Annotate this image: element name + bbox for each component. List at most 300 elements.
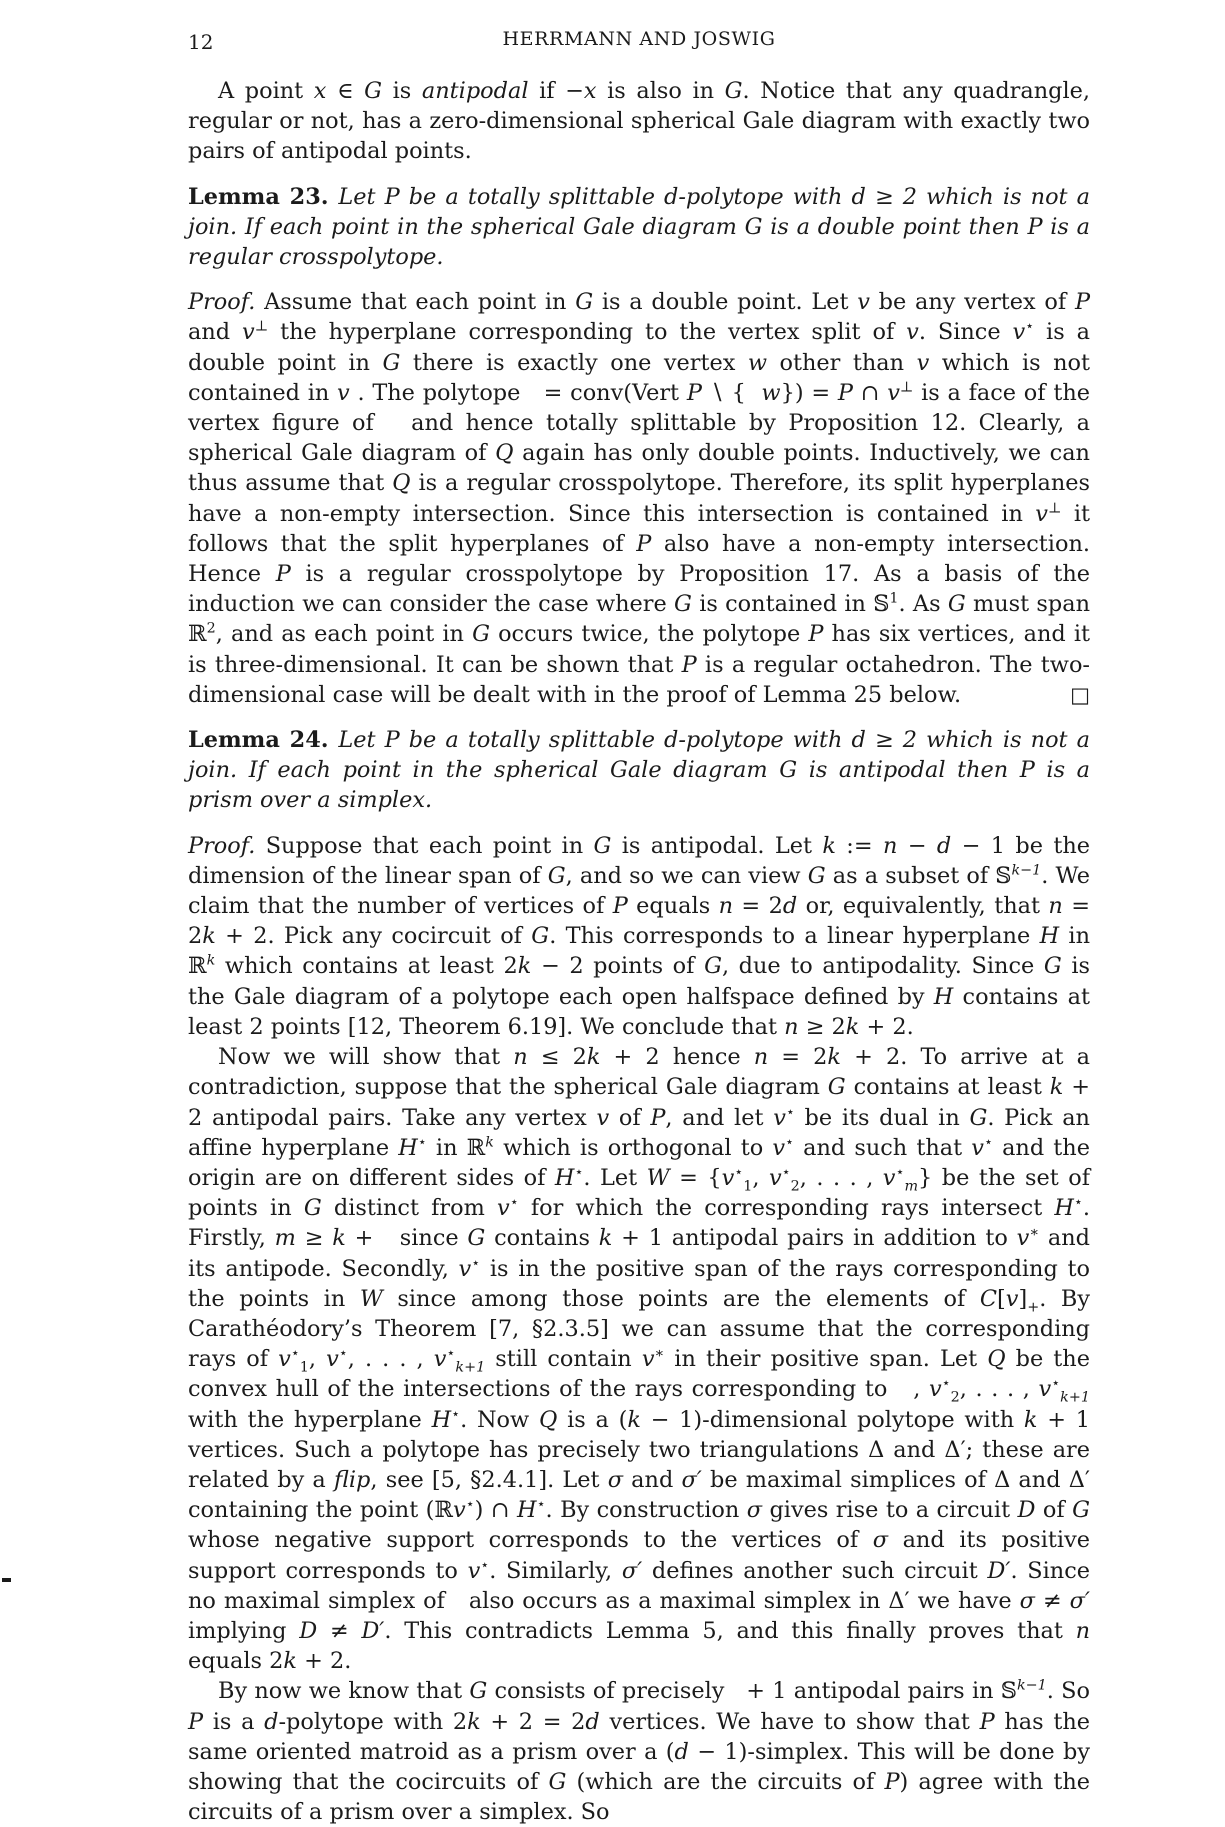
text-run: ⋆ [785,1104,795,1121]
text-run: equals [627,893,719,920]
text-run: Let P be a totally splittable d-polytope with d ≥ 2 which is not a join. If each point in the spherical Gale diagram G is a double point then P is a regular crosspolytope. [188,183,1090,271]
text-run: H [933,983,954,1010]
running-title: HERRMANN AND JOSWIG [502,28,776,50]
text-run: − 2 points of [531,953,705,980]
text-run: ) ∩ [474,1497,518,1524]
text-run: . We claim that the number of vertices of [188,862,1090,920]
text-run: A point [218,78,314,104]
text-run: G [593,832,612,859]
text-run: v [1038,1376,1052,1403]
text-run: ⋆ [734,1164,744,1181]
text-run: since among those points are the elements of [382,1285,980,1312]
text-run: D′ [987,1557,1011,1584]
text-run: ⋆ [290,1345,300,1362]
text-run: v [1012,319,1026,346]
text-run: is a ( [557,1406,628,1433]
text-run: contains [485,1225,599,1252]
text-run: = { [669,1164,722,1191]
text-run: . Pick an affine hyperplane [188,1104,1090,1161]
text-run: Assume that each point in [255,289,576,316]
text-run: ≥ [295,1225,333,1252]
text-run: d [585,1708,600,1735]
text-run: − [897,832,937,859]
text-run: d [264,1708,279,1735]
text-run: be maximal simplices of Δ and Δ′ containing the point ( [188,1466,1090,1524]
text-run: ⋆ [536,1496,546,1513]
text-run: + 2. Pick any cocircuit of [215,923,532,950]
text-run: of [609,1104,651,1131]
text-run: which is not contained in [188,349,1090,406]
text-run: H [398,1134,418,1161]
text-run: . Let [583,1164,647,1191]
text-run: ℝ [188,953,207,980]
text-run: n [753,1044,769,1071]
text-run: } be the set of points in [188,1164,1090,1222]
text-run: . So [1046,1678,1090,1705]
text-run: . Since no maximal simplex of also occurs as a maximal simplex in Δ′ we have [188,1557,1090,1614]
text-run: G [303,1195,322,1222]
text-run: for which the corresponding rays intersect [518,1195,1055,1222]
text-run: as a subset of [825,862,996,889]
text-run: k [845,1013,860,1040]
text-run: and [622,1466,682,1493]
text-run: m [274,1225,296,1252]
text-run: k [517,953,532,980]
text-run: P [979,1708,995,1735]
text-run: k+1 [455,1359,486,1376]
text-run: Lemma 23. [188,183,339,210]
text-run: ⋆ [509,1194,519,1211]
text-run: . As [898,591,948,618]
text-run: σ [872,1527,889,1554]
text-run: or, equivalently, that [797,893,1049,920]
text-run: k−1 [1016,1677,1047,1694]
text-run: ⋆ [480,1557,490,1574]
text-run: Let P be a totally splittable d-polytope with d ≥ 2 which is not a join. If each point in the spherical Gale diagram G is antipodal then P is a prism over a simplex. [188,727,1090,814]
text-run: ⋆ [784,1134,794,1151]
text-run: v [1005,1285,1019,1312]
text-run: ≠ [1034,1587,1070,1614]
text-run: + 2. [859,1013,914,1040]
text-run: . The polytope = conv(Vert [349,379,687,406]
text-run: + 1 antipodal pairs in addition to [612,1225,1017,1252]
text-run: + 2 = 2 [480,1708,586,1735]
text-run: G [969,1104,988,1131]
text-run: P [612,893,628,920]
text-run: other than [767,349,917,376]
text-run: ⊥ [899,379,914,396]
text-run: Q [495,440,514,467]
text-run: G [1072,1497,1090,1524]
text-run: G [469,1678,488,1705]
text-run: ∩ [852,379,888,406]
text-run: G [704,953,722,980]
text-run: in [426,1134,467,1161]
text-run: P [275,561,291,588]
text-run: v [641,1346,655,1373]
text-run: W [359,1285,383,1312]
text-run: with the hyperplane [188,1406,432,1433]
text-run: is a double point in [188,319,1090,376]
text-run: H [517,1497,537,1524]
text-run: and such that [793,1134,972,1161]
text-run: k [586,1044,601,1071]
text-run: is a [203,1708,265,1735]
text-run: consists of precisely + 1 antipodal pairs in [487,1678,1001,1705]
text-run: must span [965,591,1091,618]
text-run: k+1 [1060,1389,1090,1406]
text-run: v [458,1255,472,1282]
text-run: ⋆ [941,1375,951,1392]
text-run: is [382,78,422,104]
text-run: , . . . , [347,1346,434,1373]
text-run: Q [987,1346,1006,1373]
text-run: D′ [361,1617,385,1644]
text-run: σ [1019,1587,1035,1614]
text-run: }) = [780,379,838,406]
text-run: k [598,1225,613,1252]
text-run: G [807,862,826,889]
text-run: Lemma 24. [188,727,339,754]
text-run: P [808,621,824,648]
page-content [188,28,1090,1827]
text-run: Q [538,1406,558,1433]
text-run: v [929,1376,942,1403]
text-run: v [769,1164,782,1191]
text-run: k [467,1708,481,1735]
lemma-24 [188,725,1090,816]
text-run: , [308,1346,327,1373]
text-run: G [364,78,383,104]
text-run: v [278,1346,291,1373]
text-run: σ [746,1497,763,1524]
text-run: = 2 [768,1044,828,1071]
text-run: m [904,1178,919,1195]
text-run: ) agree with the circuits of a prism over a simplex. So [188,1768,1090,1826]
text-run: P [636,530,652,557]
text-run: G [947,591,966,618]
text-run: ⋆ [417,1134,427,1151]
text-run: 𝕊 [873,591,890,618]
text-run: σ′ [681,1466,702,1493]
text-run: − 1 be the dimension of the linear span of [188,832,1090,889]
text-run: H [1054,1195,1074,1222]
text-run: , . . . , [959,1376,1039,1403]
text-run: v [971,1134,984,1161]
text-run: defines another such circuit [642,1557,988,1584]
text-run: it follows that the split hyperplanes of [188,500,1090,557]
text-run: H [554,1164,575,1191]
text-run: [ [997,1285,1006,1312]
text-run: k [202,923,216,950]
text-run: w [747,349,768,376]
text-run: the hyperplane corresponding to the vertex split of [268,319,907,346]
proof-lemma-24-paragraph-1 [188,831,1090,1042]
text-run: v [467,1557,481,1584]
text-run: + 2 hence [600,1044,754,1071]
scan-artifact [2,1578,11,1582]
text-run: gives rise to a circuit [762,1497,1018,1524]
text-run: W [646,1164,670,1191]
text-run: P [837,379,853,406]
text-run: and the origin are on different sides of [188,1134,1090,1191]
text-run: n [718,893,734,920]
text-run: v [242,319,255,346]
text-run: v [596,1104,610,1131]
text-run: G [531,923,550,950]
text-run: H [431,1406,452,1433]
proof-lemma-23 [188,287,1090,710]
text-run: w [761,379,781,406]
text-run: ≤ 2 [527,1044,587,1071]
text-run: . Now [460,1406,539,1433]
text-run: = 2 [188,893,1090,950]
text-run: 𝕊 [995,862,1012,889]
text-run: v [887,379,900,406]
text-run: − 1)-dimensional polytope with [640,1406,1024,1433]
text-run: G [724,78,743,104]
proof-lemma-24-paragraph-3 [188,1676,1090,1827]
text-run: is a regular octahedron. The two-dimensional case will be dealt with in the proof of Lemma 25 below. [188,651,1090,708]
text-run: v [773,1104,786,1131]
text-run: has six vertices, and it is three-dimensional. It can be shown that [188,621,1090,678]
text-run: G [548,1768,567,1795]
text-run: (which are the circuits of [566,1768,885,1795]
text-run: ℝ [434,1497,454,1524]
text-run: v [326,1346,339,1373]
text-run: , and let [665,1104,774,1131]
text-run: be its dual in [794,1104,970,1131]
text-run: x [583,78,597,104]
page-header [188,28,1090,56]
qed-tombstone: □ [1070,682,1090,707]
text-run: Now we will show that [218,1044,514,1071]
text-run: v [337,379,350,406]
text-run: D [1017,1497,1036,1524]
text-run: . Since [918,319,1013,346]
text-run: . This corresponds to a linear hyperplane [549,923,1040,950]
text-run: v [721,1164,735,1191]
text-run: 2 [790,1178,800,1195]
text-run: equals 2 [188,1648,284,1675]
text-run: is antipodal. Let [611,832,823,859]
text-run: + 2 antipodal pairs. Take any vertex [188,1074,1090,1131]
text-run: n [1075,1617,1091,1644]
text-run: v [1035,500,1048,527]
text-run: , and so we can view [565,862,808,889]
text-run: ⋆ [781,1164,791,1181]
text-run: ⋆ [983,1134,993,1151]
text-run: . Firstly, [188,1195,1091,1252]
text-run: v [772,1134,785,1161]
text-run: and its positive support corresponds to [188,1527,1090,1584]
text-run: k [283,1648,297,1675]
text-run: . Similarly, [489,1557,622,1584]
text-run: P [1074,289,1091,316]
text-run: ∈ [326,78,365,104]
text-run: ∖ { [701,379,762,406]
text-run: P [686,379,702,406]
text-run: k [485,1134,494,1151]
text-run: still contain [485,1346,642,1373]
text-run: 𝕊 [1000,1678,1017,1705]
text-run: ⊥ [1047,500,1062,517]
text-run: ⋆ [1051,1375,1061,1392]
text-run: is contained in [691,591,874,618]
text-run: ∗ [1029,1224,1040,1241]
text-run: Proof. [188,289,256,316]
text-run: ⋆ [471,1255,481,1272]
text-run: , due to antipodality. Since [721,953,1044,980]
text-run: , and as each point in [215,621,473,648]
text-run: ⋆ [451,1406,461,1423]
text-run: k [1049,1074,1064,1101]
text-run: d [782,893,798,920]
lemma-23 [188,182,1090,273]
text-run: is in the positive span of the rays corresponding to the points in [188,1255,1090,1312]
text-run: P [884,1768,900,1795]
text-run: G [674,591,692,618]
text-run: . This contradicts Lemma 5, and this finally proves that [384,1617,1076,1644]
text-run: is a double point. Let [593,289,858,316]
text-run: is the Gale diagram of a polytope each open halfspace defined by [188,953,1091,1010]
text-run: ⋆ [574,1164,584,1181]
text-run: + since [345,1225,468,1252]
text-run: ⋆ [338,1345,348,1362]
text-run: implying [188,1617,300,1644]
text-run: contains at least 2 points [12, Theorem 6.19]. We conclude that [188,983,1090,1040]
text-run: is a face of the vertex figure of and hence totally splittable by Proposition 12. Clearly, a spherical Gale diagram of [188,379,1091,467]
text-run: if − [528,78,584,104]
text-run: is also in [596,78,725,104]
text-run: D [299,1617,318,1644]
text-run: + 1 vertices. Such a polytope has precisely two triangulations Δ and Δ′; these are related by a [188,1406,1090,1493]
text-run: k [627,1406,641,1433]
text-run: k [206,953,216,970]
text-run: v [1016,1225,1030,1252]
text-run: σ′ [621,1557,643,1584]
text-run: d [936,832,952,859]
text-run: G [575,289,594,316]
text-run: v [453,1497,466,1524]
text-run: n [784,1013,799,1040]
document-body [188,76,1090,1827]
text-run: is a regular crosspolytope by Proposition 17. As a basis of the induction we can consider the case where [188,561,1091,618]
text-run: occurs twice, the polytope [489,621,809,648]
text-run: G [1043,953,1062,980]
text-run: -polytope with 2 [278,1708,468,1735]
text-run: , . . . , [799,1164,883,1191]
text-run: k [827,1044,841,1071]
text-run: k [332,1225,346,1252]
text-run: G [827,1074,846,1101]
text-run: G [472,621,490,648]
text-run: C [979,1285,998,1312]
text-run: vertices. We have to show that [599,1708,980,1735]
text-run: again has only double points. Inductively, we can thus assume that [188,440,1090,497]
text-run: n [882,832,898,859]
text-run: Suppose that each point in [255,832,594,859]
text-run: and [188,319,243,346]
text-run: P [188,1708,204,1735]
text-run: . By construction [545,1497,747,1524]
text-run: of [1035,1497,1073,1524]
text-run: k [822,832,836,859]
text-run: . By Carathéodory’s Theorem [7, §2.3.5] we can assume that the corresponding rays of [188,1285,1090,1373]
text-run: σ [607,1466,623,1493]
text-run: v [906,319,919,346]
text-run: ] [1018,1285,1028,1312]
text-run: ⋆ [895,1164,905,1181]
text-run: + [1027,1299,1040,1316]
text-run: ℝ [188,621,207,648]
text-run: d [674,1738,689,1765]
text-run: n [513,1044,528,1071]
text-run: also have a non-empty intersection. Hence [188,530,1090,588]
text-run: in [1059,923,1090,950]
text-run: ⋆ [465,1496,475,1513]
text-run: P [650,1104,666,1131]
text-run: 2 [950,1389,960,1406]
text-run: which contains at least 2 [215,953,518,980]
text-run: v [916,349,930,376]
text-run: whose negative support corresponds to the vertices of [188,1527,873,1554]
text-run: ⋆ [446,1345,456,1362]
text-run: G [382,349,401,376]
text-run: n [1048,893,1063,920]
text-run: − 1)-simplex. This will be done by showing that the cocircuits of [188,1738,1090,1795]
text-run: ⋆ [1025,318,1035,335]
proof-lemma-24-paragraph-2 [188,1042,1090,1676]
text-run: has the same oriented matroid as a prism over a ( [188,1708,1090,1765]
text-run: ∗ [654,1345,665,1362]
text-run: , [752,1164,770,1191]
text-run: there is exactly one vertex [400,349,748,376]
text-run: ⋆ [1073,1194,1083,1211]
text-run: k−1 [1011,862,1042,879]
text-run: and its antipode. Secondly, [188,1225,1090,1282]
text-run: Q [392,470,411,497]
text-run: flip [333,1466,371,1493]
text-run: k [1023,1406,1038,1433]
text-run: σ′ [1069,1587,1091,1614]
text-run: distinct from [321,1195,498,1222]
text-run: G [467,1225,486,1252]
text-run: contains at least [845,1074,1050,1101]
text-run: x [313,78,327,104]
text-run: in their positive span. Let [664,1346,988,1373]
text-run: v [882,1164,896,1191]
text-run: = 2 [733,893,783,920]
text-run: . Notice that any quadrangle, regular or not, has a zero-dimensional spherical Gale diagram with exactly two pairs of antipodal points. [188,78,1090,165]
text-run: ⊥ [254,318,269,335]
text-run: Proof. [188,832,256,859]
text-run: which is orthogonal to [493,1134,773,1161]
text-run: H [1039,923,1060,950]
text-run: be any vertex of [869,289,1075,316]
text-run: + 2. [296,1648,352,1675]
text-run: 1 [743,1178,753,1195]
text-run: By now we know that [218,1678,470,1705]
text-run: ≥ 2 [798,1013,846,1040]
text-run: ℝ [466,1134,486,1161]
text-run: ≠ [317,1617,362,1644]
intro-paragraph [188,76,1090,167]
text-run: v [857,289,870,316]
text-run: antipodal [421,78,529,104]
page-number: 12 [188,30,214,54]
text-run: v [497,1195,510,1222]
